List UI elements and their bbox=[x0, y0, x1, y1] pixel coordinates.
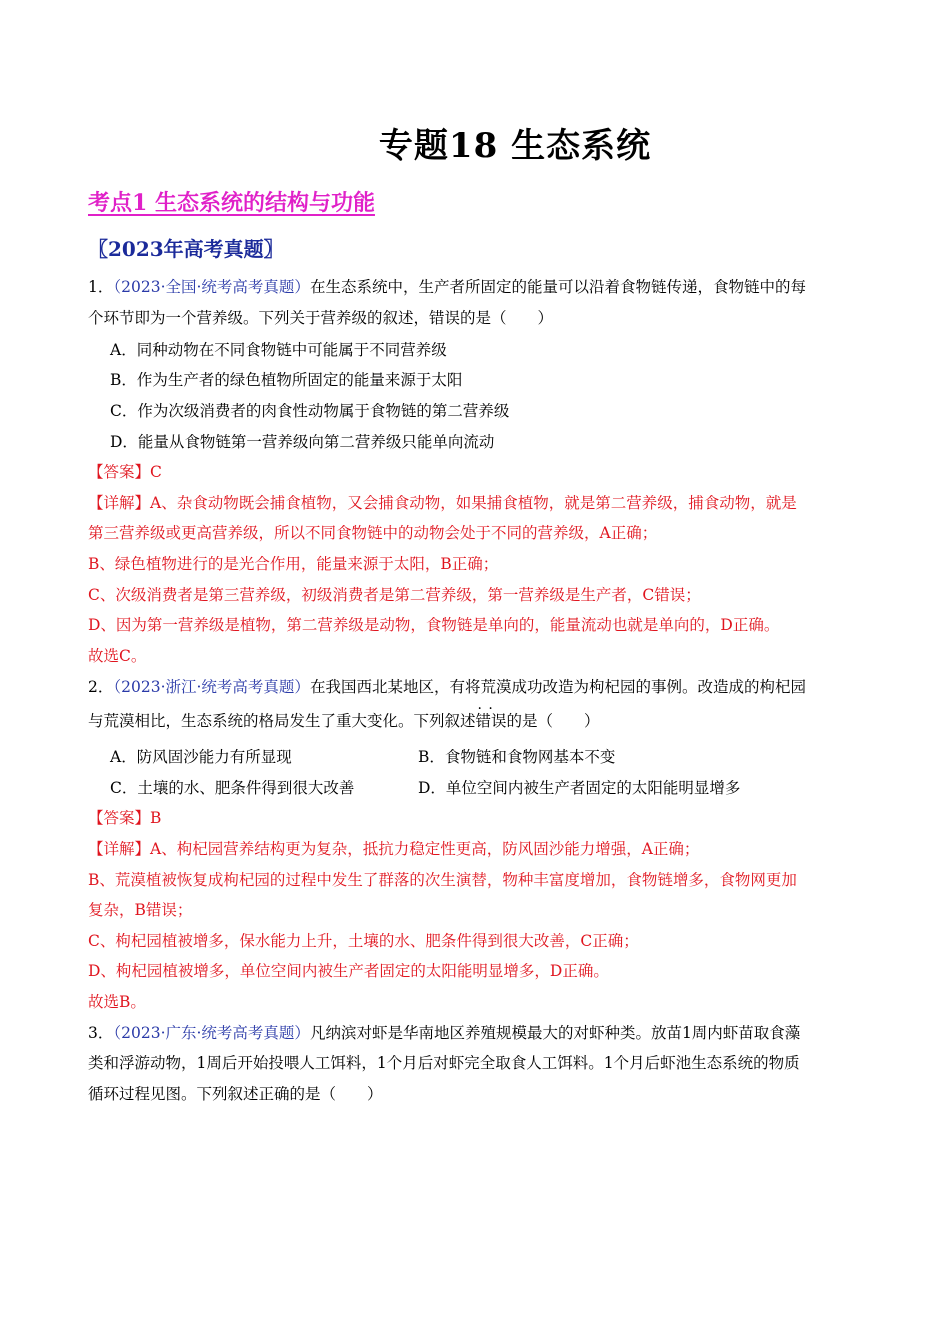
q1-stem-line-1 bbox=[88, 277, 868, 297]
q1-option-b: B．作为生产者的绿色植物所固定的能量来源于太阳 bbox=[110, 371, 463, 389]
q2-detail-4: C、枸杞园植被增多，保水能力上升，土壤的水、肥条件得到很大改善，C正确； bbox=[88, 932, 639, 950]
q3-number: 3． bbox=[88, 1024, 114, 1042]
q3-stem-line-3: 循环过程见图。下列叙述正确的是（ ） bbox=[88, 1085, 383, 1103]
q3-stem-text-1: 凡纳滨对虾是华南地区养殖规模最大的对虾种类。放苗1周内虾苗取食藻 bbox=[309, 1024, 801, 1042]
q2-detail-3: 复杂，B错误； bbox=[88, 901, 193, 919]
q3-stem-line-2: 类和浮游动物，1周后开始投喂人工饵料，1个月后对虾完全取食人工饵料。1个月后虾池生态系统的物质 bbox=[88, 1054, 800, 1072]
q1-option-a: A．同种动物在不同食物链中可能属于不同营养级 bbox=[110, 341, 447, 359]
q2-stem-text-2a: 与荒漠相比，生态系统的格局发生了重大变化。下列叙述 bbox=[88, 712, 476, 730]
q1-detail-2: 第三营养级或更高营养级，所以不同食物链中的动物会处于不同的营养级，A正确； bbox=[88, 524, 658, 542]
q2-option-c: C．土壤的水、肥条件得到很大改善 bbox=[110, 779, 355, 797]
q1-stem-text-1: 在生态系统中，生产者所固定的能量可以沿着食物链传递，食物链中的每 bbox=[309, 278, 806, 296]
q1-option-d: D．能量从食物链第一营养级向第二营养级只能单向流动 bbox=[110, 433, 495, 451]
q2-stem-line-2 bbox=[88, 711, 868, 731]
q2-option-d: D．单位空间内被生产者固定的太阳能明显增多 bbox=[418, 779, 741, 797]
q1-option-c: C．作为次级消费者的肉食性动物属于食物链的第二营养级 bbox=[110, 402, 510, 420]
q2-emphasis-word: · · 错误 bbox=[476, 711, 507, 731]
q1-detail-1: 【详解】A、杂食动物既会捕食植物，又会捕食动物，如果捕食植物，就是第二营养级，捕食动物，就是 bbox=[88, 494, 797, 512]
q1-conclusion: 故选C。 bbox=[88, 647, 147, 665]
q2-stem-line-1 bbox=[88, 677, 868, 697]
q2-option-b: B．食物链和食物网基本不变 bbox=[418, 748, 616, 766]
q2-answer: 【答案】B bbox=[88, 809, 162, 827]
q1-answer: 【答案】C bbox=[88, 463, 162, 481]
q1-detail-3: B、绿色植物进行的是光合作用，能量来源于太阳，B正确； bbox=[88, 555, 499, 573]
q1-number: 1． bbox=[88, 278, 114, 296]
q2-stem-text-1: 在我国西北某地区，有将荒漠成功改造为枸杞园的事例。改造成的枸杞园 bbox=[309, 678, 806, 696]
q2-detail-2: B、荒漠植被恢复成枸杞园的过程中发生了群落的次生演替，物种丰富度增加，食物链增多，食物网更加 bbox=[88, 871, 797, 889]
q3-stem-line-1 bbox=[88, 1023, 868, 1043]
q1-detail-5: D、因为第一营养级是植物，第二营养级是动物，食物链是单向的，能量流动也就是单向的，D正确。 bbox=[88, 616, 780, 634]
page-title: 专题18 生态系统 bbox=[378, 126, 652, 166]
q2-detail-1: 【详解】A、枸杞园营养结构更为复杂，抵抗力稳定性更高，防风固沙能力增强，A正确； bbox=[88, 840, 700, 858]
q1-detail-4: C、次级消费者是第三营养级，初级消费者是第二营养级，第一营养级是生产者，C错误； bbox=[88, 586, 701, 604]
q2-detail-5: D、枸杞园植被增多，单位空间内被生产者固定的太阳能明显增多，D正确。 bbox=[88, 962, 609, 980]
q2-option-a: A．防风固沙能力有所显现 bbox=[110, 748, 292, 766]
q1-stem-line-2: 个环节即为一个营养级。下列关于营养级的叙述，错误的是（ ） bbox=[88, 309, 554, 327]
q3-source: （2023·广东·统考高考真题） bbox=[113, 1024, 310, 1042]
year-heading: 〖2023年高考真题〗 bbox=[88, 237, 284, 261]
q1-source: （2023·全国·统考高考真题） bbox=[113, 278, 310, 296]
q2-number: 2． bbox=[88, 678, 114, 696]
q2-stem-text-2c: 的是（ ） bbox=[506, 712, 600, 730]
section-heading: 考点1 生态系统的结构与功能 bbox=[88, 190, 375, 216]
q2-conclusion: 故选B。 bbox=[88, 993, 146, 1011]
q2-source: （2023·浙江·统考高考真题） bbox=[113, 678, 310, 696]
